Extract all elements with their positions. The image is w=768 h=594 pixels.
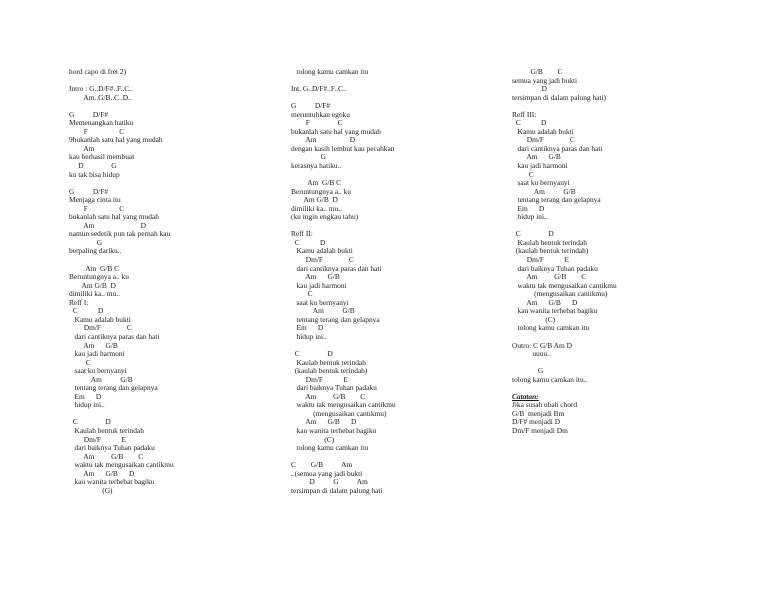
- lyric-line: Am..G/B..C..D..: [69, 92, 132, 102]
- lyric-line: C D: [291, 349, 333, 359]
- lyric-line: Int. G..D/F#..F..C..: [291, 84, 347, 94]
- lyric-line: Am G/B C: [291, 391, 366, 401]
- lyric-line: tersimpan di dalam palung hati: [291, 485, 383, 495]
- lyric-line: C: [512, 169, 534, 179]
- lyric-line: dengan kasih lembut kau pecahkan: [291, 143, 395, 153]
- blank-line: [512, 102, 732, 111]
- lyrics-column-3: [512, 68, 732, 436]
- lyric-line: hidup ini..: [69, 400, 105, 410]
- lyric-line: C D: [512, 229, 554, 239]
- lyric-line: Am G/B C: [69, 451, 144, 461]
- lyric-line: Dm/F E: [512, 255, 569, 265]
- lyric-line: Am D: [69, 220, 146, 230]
- lyric-line: (kaulah bentuk terindah): [512, 246, 589, 256]
- lyric-line: Menjaga cinta itu: [69, 195, 121, 205]
- lyric-line: C D: [512, 118, 547, 128]
- lyric-line: Am G/B D: [69, 468, 135, 478]
- lyric-line: Dm/F C: [512, 135, 575, 145]
- lyric-line: Kaulah bentuk terindah: [512, 237, 587, 247]
- lyric-line: F C: [291, 118, 343, 128]
- lyric-line: Intro : G..D/F#..F..C..: [69, 84, 133, 94]
- lyric-line: Beruntungnya a.. ku: [291, 186, 351, 196]
- lyric-line: tentang terang dan gelapnya: [291, 314, 380, 324]
- lyric-line: tolong kamu camkan itu: [291, 443, 369, 453]
- lyric-line: dari cantiknya paras dan hati: [512, 143, 603, 153]
- lyric-line: D: [512, 84, 547, 94]
- lyric-line: dari baiknya Tuhan padaku: [291, 383, 377, 393]
- lyric-line: C: [291, 289, 313, 299]
- lyric-line: Am: [69, 143, 95, 153]
- lyric-line: Am G/B: [69, 340, 118, 350]
- lyric-line: kerasnya hatiku..: [291, 161, 342, 171]
- lyric-line: Am G/B C: [512, 272, 587, 282]
- lyric-line: Reff I:: [69, 297, 89, 307]
- lyric-line: Am G/B C: [69, 263, 120, 273]
- lyric-line: G: [512, 366, 544, 376]
- lyric-line: G: [69, 237, 103, 247]
- lyric-line: Am G/B C: [291, 178, 342, 188]
- lyric-line: dari cantiknya paras dan hati: [291, 263, 382, 273]
- lyric-line: Am D: [291, 135, 356, 145]
- lyric-line: dimiliki ka.. mu..: [291, 203, 342, 213]
- lyric-line: bukanlah satu hal yang mudah: [291, 126, 381, 136]
- lyric-line: Kaulah bentuk terindah: [291, 357, 366, 367]
- lyric-line: Outro: C G/B Am D: [512, 340, 572, 350]
- lyric-line: G: [291, 152, 326, 162]
- lyric-line: Am G/B D: [69, 280, 116, 290]
- lyric-line: Kaulah bentuk terindah: [69, 425, 144, 435]
- lyric-line: D G Am: [291, 477, 368, 487]
- blank-line: [512, 359, 732, 368]
- blank-line: [512, 384, 732, 393]
- lyric-line: Beruntungnya a.. ku: [69, 272, 129, 282]
- lyric-line: Dm/F C: [69, 323, 132, 333]
- lyric-line: Reff II:: [291, 229, 313, 239]
- lyric-line: uuuu..: [512, 349, 551, 359]
- lyric-line: kau jadi harmoni: [291, 280, 347, 290]
- lyric-line: G/B menjadi Bm: [512, 408, 565, 418]
- lyric-line: C D: [69, 417, 111, 427]
- lyric-line: hidup ini..: [291, 331, 327, 341]
- lyric-line: (C): [291, 434, 335, 444]
- lyric-line: G D/F#: [291, 101, 331, 111]
- lyric-line: saat ku bernyanyi: [291, 297, 349, 307]
- lyric-line: Dm/F E: [291, 374, 348, 384]
- lyric-line: bukanlah satu hal yang mudah: [69, 212, 159, 222]
- lyric-line: ku tak bisa hidup: [69, 169, 120, 179]
- lyric-line: hord capo di fret 2): [69, 67, 127, 76]
- lyric-line: F C: [69, 126, 125, 136]
- lyric-line: Am G/B: [69, 374, 133, 384]
- lyric-line: (ku ingin engkau tahu): [291, 212, 359, 222]
- lyric-line: (mengusaikan cantikmu): [291, 408, 387, 418]
- lyric-line: 9bukanlah satu hal yang mudah: [69, 135, 163, 145]
- lyric-line: dari cantiknya paras dan hati: [69, 331, 160, 341]
- lyric-line: D G: [69, 161, 117, 171]
- lyric-line: Reff III:: [512, 109, 537, 119]
- lyric-line: Jika susah ubah chord: [512, 400, 578, 410]
- lyric-line: dari baiknya Tuhan padaku: [512, 263, 598, 273]
- lyric-line: waktu tak mengusaikan cantikmu: [512, 280, 617, 290]
- lyric-line: Dm/F E: [69, 434, 126, 444]
- lyric-line: kau wanita terhebat bagiku: [69, 477, 155, 487]
- lyric-line: Am G/B: [512, 186, 576, 196]
- lyric-line: Em D: [291, 323, 324, 333]
- lyric-line: (kaulah bentuk terindah): [291, 366, 368, 376]
- lyric-line: tolong kamu camkan itu..: [512, 374, 588, 384]
- lyric-line: Dm/F menjadi Dm: [512, 425, 568, 435]
- lyric-line: Dm/F C: [291, 255, 354, 265]
- lyric-line: kau wanita terhebat bagiku: [291, 425, 377, 435]
- lyric-line: semua yang jadi bukti: [512, 75, 578, 85]
- lyric-line: D/F# menjadi D: [512, 417, 561, 427]
- lyric-line: kau berhasil membuat: [69, 152, 135, 162]
- blank-line: [291, 222, 511, 231]
- lyric-line: Am G/B: [291, 272, 340, 282]
- lyric-line: berpaling dariku..: [69, 246, 122, 256]
- lyric-line: C: [69, 357, 91, 367]
- lyric-line: Am G/B: [512, 152, 561, 162]
- lyric-line: tolong kamu camkan itu: [512, 323, 590, 333]
- lyric-line: ..(semua yang jadi bukti: [291, 468, 363, 478]
- lyric-line: G D/F#: [69, 109, 109, 119]
- lyric-line: Em D: [512, 203, 545, 213]
- lyric-line: tentang terang dan gelapnya: [69, 383, 158, 393]
- lyric-line: waktu tak mengusaikan cantikmu: [291, 400, 396, 410]
- lyric-line: (C): [512, 314, 556, 324]
- lyric-line: (mengusaikan cantikmu): [512, 289, 608, 299]
- lyric-line: Kamu adalah bukti: [291, 246, 353, 256]
- lyric-line: kau jadi harmoni: [69, 349, 125, 359]
- lyrics-column-1: [69, 68, 289, 495]
- lyric-line: Memenangkan hatiku: [69, 118, 134, 128]
- lyric-line: tolong kamu camkan itu: [291, 67, 369, 76]
- lyric-line: (G): [69, 485, 113, 495]
- lyric-line: kau wanita terhebat bagiku: [512, 306, 598, 316]
- lyric-line: G/B C: [512, 67, 563, 76]
- lyric-line: C G/B Am: [291, 460, 353, 470]
- lyric-line: Am G/B D: [291, 417, 357, 427]
- lyric-line: meruntuhkan egoku: [291, 109, 350, 119]
- lyric-line: tentang terang dan gelapnya: [512, 195, 601, 205]
- lyric-line: Em D: [69, 391, 102, 401]
- lyric-line: C D: [291, 237, 326, 247]
- lyric-line: C D: [69, 306, 104, 316]
- lyric-line: saat ku bernyanyi: [512, 178, 570, 188]
- lyric-line: namun sedetik pun tak pernah kau: [69, 229, 171, 239]
- lyric-line: dimiliki ka.. mu..: [69, 289, 120, 299]
- lyric-line: kau jadi harmoni: [512, 161, 568, 171]
- lyric-line: dari baiknya Tuhan padaku: [69, 443, 155, 453]
- lyric-line: Kamu adalah bukti: [69, 314, 131, 324]
- lyric-line: Am G/B D: [512, 297, 578, 307]
- lyric-line: tersimpan di dalam palung hati): [512, 92, 606, 102]
- lyric-line: hidup ini..: [512, 212, 548, 222]
- lyric-line: G D/F#: [69, 186, 109, 196]
- lyric-line: Am G/B D: [291, 195, 338, 205]
- lyric-line: Am G/B: [291, 306, 355, 316]
- lyric-line: saat ku bernyanyi: [69, 366, 127, 376]
- lyric-line: Kamu adalah bukti: [512, 126, 574, 136]
- lyric-line: F C: [69, 203, 125, 213]
- lyric-line: waktu tak mengusaikan cantikmu: [69, 460, 174, 470]
- lyric-line: Catatan:: [512, 391, 539, 401]
- lyrics-column-2: [291, 68, 511, 495]
